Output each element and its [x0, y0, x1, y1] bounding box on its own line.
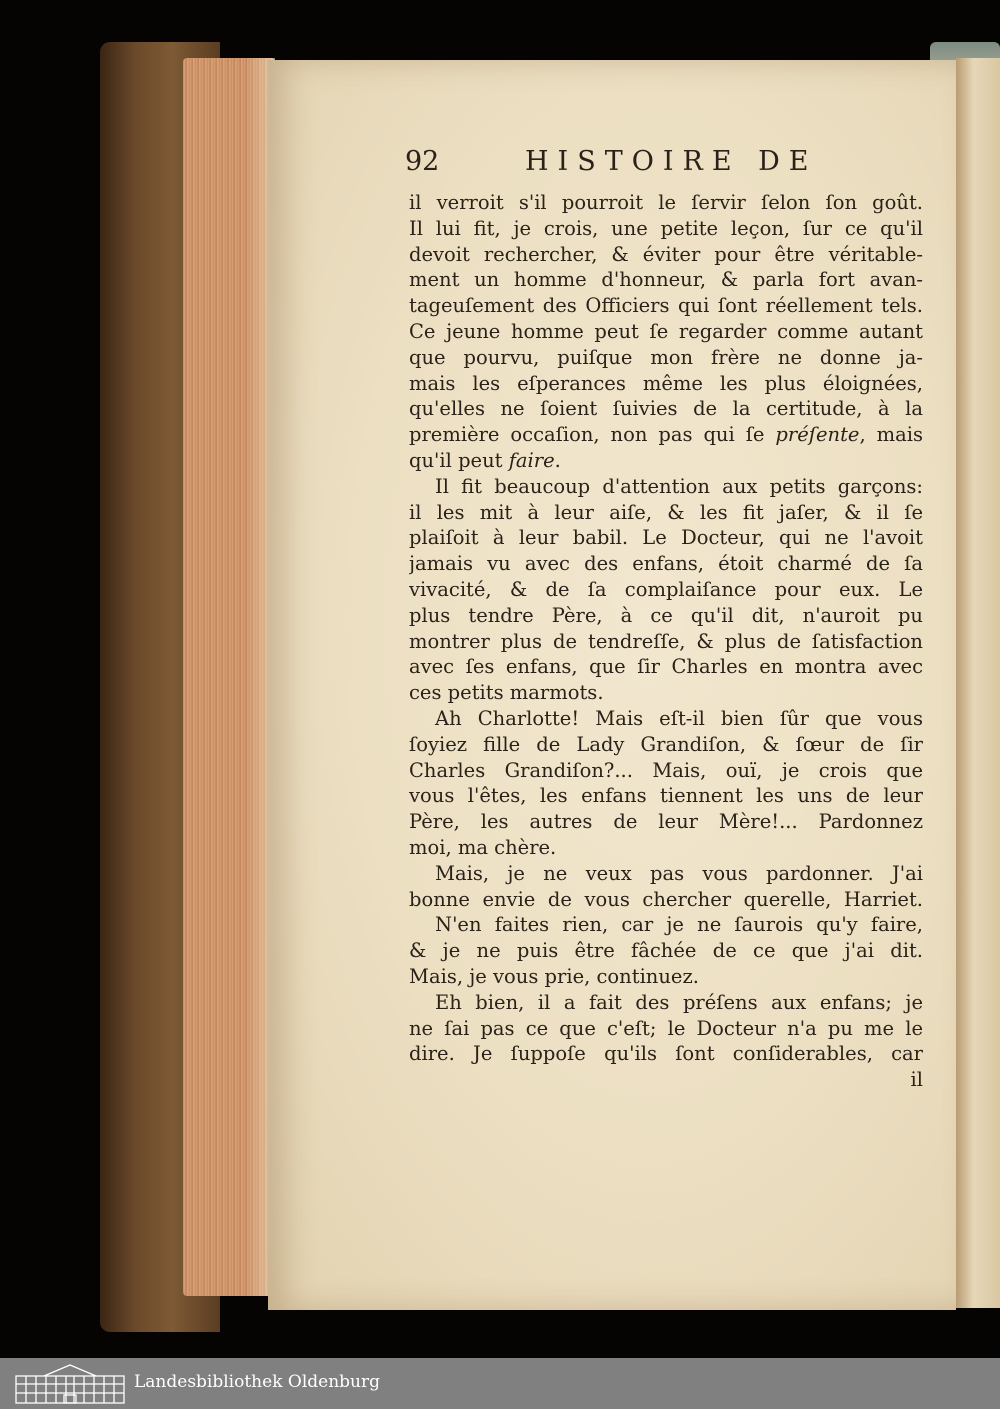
text-line-content: ſoyiez fille de Lady Grandiſon, & ſœur de ſir: [409, 732, 923, 756]
text-line-content: ces petits marmots.: [409, 681, 604, 705]
footer-bar: [0, 1358, 1000, 1409]
text-line: [409, 603, 923, 629]
text-line: [409, 474, 923, 500]
text-line-content: bonne envie de vous chercher querelle, Harriet.: [409, 887, 923, 911]
text-line-content: & je ne puis être fâchée de ce que j'ai dit.: [409, 939, 923, 963]
text-line: [409, 190, 923, 216]
text-line-content: ne ſai pas ce que c'eſt; le Docteur n'a pu me le: [409, 1016, 923, 1040]
text-line: [409, 680, 923, 706]
italic-word: préſente: [775, 423, 860, 447]
text-line-content: Charles Grandiſon?... Mais, ouï, je crois que: [409, 758, 923, 782]
text-line: [409, 500, 923, 526]
facing-page-sliver: [956, 58, 1000, 1308]
text-line: [409, 577, 923, 603]
text-line-content: Mais, je ne veux pas vous pardonner. J'ai: [435, 861, 923, 885]
text-line-content: vous l'êtes, les enfans tiennent les uns de leur: [409, 784, 923, 808]
text-line: [409, 216, 923, 242]
text-line-content: Il lui fit, je crois, une petite leçon, ſur ce qu'il: [409, 216, 923, 240]
text-line-content: moi, ma chère.: [409, 835, 557, 859]
text-line-content: avec ſes enfans, que ſir Charles en montra avec: [409, 655, 923, 679]
text-line-content: N'en faites rien, car je ne ſaurois qu'y faire,: [435, 913, 923, 937]
text-line: [409, 293, 923, 319]
text-line-content: qu'elles ne ſoient ſuivies de la certitude, à la: [409, 397, 923, 421]
text-line-content: il les mit à leur aiſe, & les fit jaſer, & il ſe: [409, 500, 923, 524]
text-line: [409, 964, 923, 990]
page-edges: [183, 58, 275, 1296]
text-line-tail: .: [554, 448, 561, 472]
text-line-content: première occaſion, non pas qui ſe: [409, 423, 776, 447]
text-line-content: plus tendre Père, à ce qu'il dit, n'auroit pu: [409, 603, 923, 627]
page-number: 92: [405, 146, 440, 177]
text-line: [409, 732, 923, 758]
text-line-content: Il fit beaucoup d'attention aux petits garçons:: [435, 474, 923, 498]
text-line-content: Mais, je vous prie, continuez.: [409, 964, 699, 988]
text-line: [409, 242, 923, 268]
text-line: [409, 912, 923, 938]
text-line: [409, 783, 923, 809]
text-line: [409, 938, 923, 964]
text-line: [409, 887, 923, 913]
text-line-content: Ce jeune homme peut ſe regarder comme autant: [409, 319, 923, 343]
text-line-content: vivacité, & de ſa complaiſance pour eux. Le: [409, 577, 923, 601]
text-line: [409, 448, 923, 474]
text-line-content: tageuſement des Officiers qui ſont réellement tels.: [409, 294, 923, 318]
text-line: [409, 319, 923, 345]
text-line: [409, 371, 923, 397]
text-line: [409, 835, 923, 861]
text-line: [409, 990, 923, 1016]
text-line-content: Eh bien, il a fait des préſens aux enfans; je: [435, 990, 923, 1014]
text-line-content: devoit rechercher, & éviter pour être véritable-: [409, 242, 923, 266]
library-building-logo: [14, 1362, 126, 1405]
text-line-content: mais les eſperances même les plus éloignées,: [409, 371, 923, 395]
text-line-content: Père, les autres de leur Mère!... Pardonnez: [409, 810, 923, 834]
text-line-content: que pourvu, puiſque mon frère ne donne ja-: [409, 345, 923, 369]
text-line: [409, 1067, 923, 1093]
library-name: Landesbibliothek Oldenburg: [134, 1372, 381, 1392]
text-line-content: ment un homme d'honneur, & parla fort avan-: [409, 268, 923, 292]
text-line-content: dire. Je ſuppoſe qu'ils ſont conſiderables, car: [409, 1042, 923, 1066]
text-line-content: plaiſoit à leur babil. Le Docteur, qui ne l'avoit: [409, 526, 923, 550]
body-text: [409, 190, 923, 1093]
text-line: [409, 629, 923, 655]
running-head-title: HISTOIRE DE: [525, 146, 818, 177]
text-line: [409, 345, 923, 371]
text-line: [409, 551, 923, 577]
text-line: [409, 525, 923, 551]
text-line-content: jamais vu avec des enfans, étoit charmé de ſa: [409, 552, 923, 576]
italic-word: faire: [508, 448, 555, 472]
text-line: [409, 1016, 923, 1042]
text-line: [409, 809, 923, 835]
text-line: [409, 861, 923, 887]
text-line-tail: , mais: [859, 423, 923, 447]
text-line: [409, 422, 923, 448]
text-line-content: montrer plus de tendreſſe, & plus de ſatisfaction: [409, 629, 923, 653]
text-line: [409, 267, 923, 293]
text-line-content: Ah Charlotte! Mais eſt-il bien ſûr que vous: [435, 706, 923, 730]
text-line: [409, 1041, 923, 1067]
text-line-content: qu'il peut: [409, 448, 509, 472]
text-line: [409, 396, 923, 422]
text-line-content: il verroit s'il pourroit le ſervir ſelon ſon goût.: [409, 191, 923, 214]
text-line: [409, 706, 923, 732]
text-line: [409, 758, 923, 784]
text-line: [409, 654, 923, 680]
text-line-content: il: [910, 1068, 923, 1092]
